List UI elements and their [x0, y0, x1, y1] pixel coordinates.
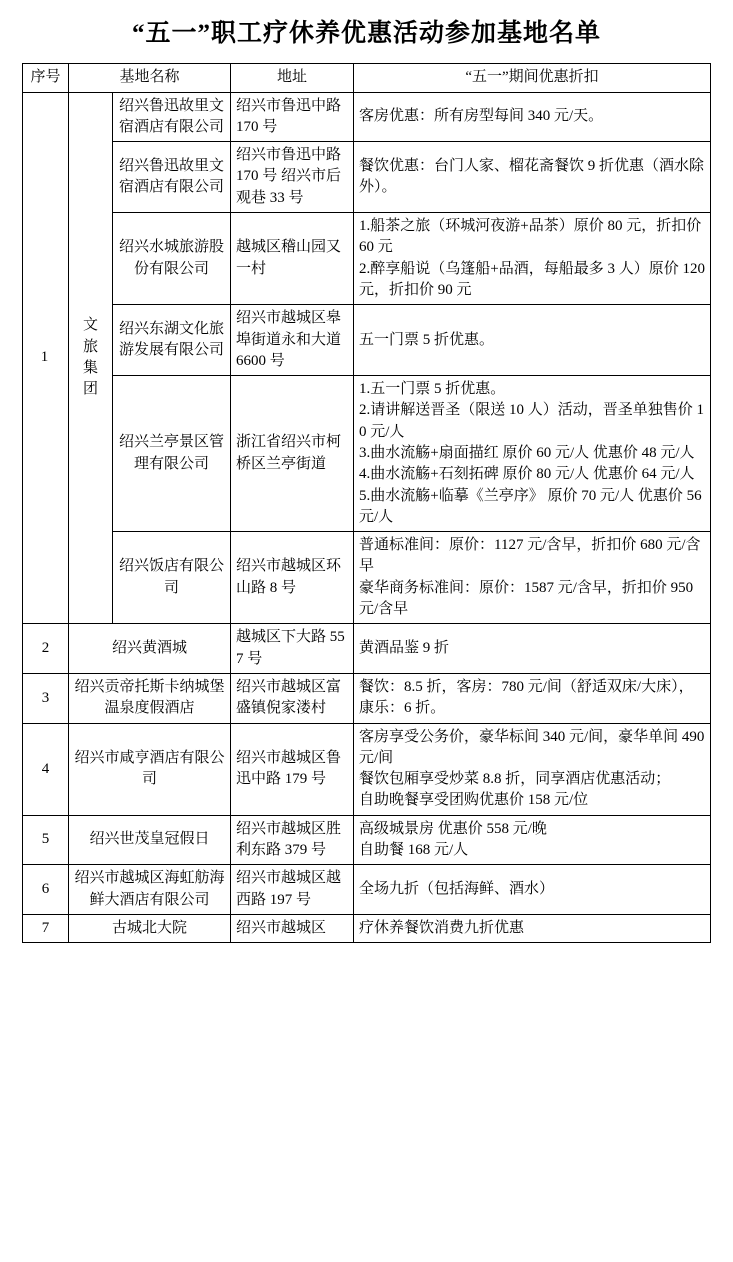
column-header-index: 序号	[23, 64, 69, 92]
discount-line: 高级城景房 优惠价 558 元/晚	[359, 820, 547, 837]
row-index: 2	[23, 624, 69, 674]
table-row	[23, 624, 711, 674]
base-address: 越城区稽山园又一村	[231, 213, 354, 305]
base-name: 绍兴兰亭景区管理有限公司	[113, 376, 231, 532]
base-discount: 疗休养餐饮消费九折优惠	[354, 914, 711, 942]
table-header-row	[23, 64, 711, 92]
group-name-text: 文旅集团	[83, 317, 99, 398]
group-name	[69, 92, 113, 624]
base-discount: 黄酒品鉴 9 折	[354, 624, 711, 674]
discount-line: 2.醉享船说（乌篷船+品酒，每船最多 3 人）原价 120 元，折扣价 90 元	[359, 260, 705, 298]
base-name: 绍兴水城旅游股份有限公司	[113, 213, 231, 305]
row-index: 6	[23, 865, 69, 915]
discount-line: 2.请讲解送晋圣（限送 10 人）活动，晋圣单独售价 10 元/人	[359, 402, 705, 440]
base-name: 绍兴饭店有限公司	[113, 532, 231, 624]
discount-line: 自助晚餐享受团购优惠价 158 元/位	[359, 792, 589, 809]
base-discount	[354, 532, 711, 624]
discount-line: 豪华商务标准间：原价：1587 元/含早，折扣价 950 元/含早	[359, 579, 694, 618]
base-address: 绍兴市越城区环山路 8 号	[231, 532, 354, 624]
discount-line: 餐饮包厢享受炒菜 8.8 折，同享酒店优惠活动；	[359, 771, 671, 788]
base-address: 绍兴市鲁迅中路 170 号 绍兴市后观巷 33 号	[231, 142, 354, 213]
base-address: 绍兴市越城区	[231, 914, 354, 942]
table-row	[23, 865, 711, 915]
base-discount	[354, 723, 711, 815]
base-address: 绍兴市越城区越西路 197 号	[231, 865, 354, 915]
base-discount: 客房优惠：所有房型每间 340 元/天。	[354, 92, 711, 142]
base-name: 绍兴黄酒城	[69, 624, 231, 674]
base-address: 浙江省绍兴市柯桥区兰亭街道	[231, 376, 354, 532]
table-row	[23, 305, 711, 376]
discount-line: 客房享受公务价，豪华标间 340 元/间，豪华单间 490 元/间	[359, 728, 705, 766]
table-row	[23, 92, 711, 142]
table-row	[23, 376, 711, 532]
discount-line: 1.船茶之旅（环城河夜游+品茶）原价 80 元，折扣价 60 元	[359, 218, 702, 256]
table-row	[23, 914, 711, 942]
base-discount: 餐饮：8.5 折，客房：780 元/间（舒适双床/大床），康乐：6 折。	[354, 673, 711, 723]
base-address: 绍兴市鲁迅中路 170 号	[231, 92, 354, 142]
table-row	[23, 673, 711, 723]
discount-line: 5.曲水流觞+临摹《兰亭序》 原价 70 元/人 优惠价 56 元/人	[359, 487, 702, 525]
base-name: 古城北大院	[69, 914, 231, 942]
discount-line: 自助餐 168 元/人	[359, 842, 469, 859]
base-address: 绍兴市越城区皋埠街道永和大道 6600 号	[231, 305, 354, 376]
base-address: 越城区下大路 557 号	[231, 624, 354, 674]
page-title: “五一”职工疗休养优惠活动参加基地名单	[131, 20, 601, 47]
base-name: 绍兴贡帝托斯卡纳城堡温泉度假酒店	[69, 673, 231, 723]
base-name: 绍兴鲁迅故里文宿酒店有限公司	[113, 92, 231, 142]
base-name: 绍兴鲁迅故里文宿酒店有限公司	[113, 142, 231, 213]
row-index: 4	[23, 723, 69, 815]
base-discount: 全场九折（包括海鲜、酒水）	[354, 865, 711, 915]
base-discount: 餐饮优惠：台门人家、榴花斋餐饮 9 折优惠（酒水除外）。	[354, 142, 711, 213]
base-discount	[354, 213, 711, 305]
base-address: 绍兴市越城区鲁迅中路 179 号	[231, 723, 354, 815]
column-header-discount: “五一”期间优惠折扣	[354, 64, 711, 92]
table-row	[23, 142, 711, 213]
base-name: 绍兴市越城区海虹舫海鲜大酒店有限公司	[69, 865, 231, 915]
row-index: 1	[23, 92, 69, 624]
base-name: 绍兴世茂皇冠假日	[69, 815, 231, 865]
discount-line: 普通标准间：原价：1127 元/含早，折扣价 680 元/含早	[359, 537, 701, 575]
base-address: 绍兴市越城区胜利东路 379 号	[231, 815, 354, 865]
discount-line: 3.曲水流觞+扇面描红 原价 60 元/人 优惠价 48 元/人	[359, 445, 695, 461]
row-index: 5	[23, 815, 69, 865]
base-name: 绍兴市咸亨酒店有限公司	[69, 723, 231, 815]
table-row	[23, 213, 711, 305]
column-header-name: 基地名称	[69, 64, 231, 92]
table-row	[23, 815, 711, 865]
discount-line: 1.五一门票 5 折优惠。	[359, 381, 506, 398]
column-header-address: 地址	[231, 64, 354, 92]
table-row	[23, 532, 711, 624]
base-discount	[354, 376, 711, 532]
base-discount	[354, 815, 711, 865]
row-index: 3	[23, 673, 69, 723]
table-row	[23, 723, 711, 815]
base-address: 绍兴市越城区富盛镇倪家溇村	[231, 673, 354, 723]
bases-table	[22, 63, 711, 943]
discount-line: 4.曲水流觞+石刻拓碑 原价 80 元/人 优惠价 64 元/人	[359, 466, 695, 483]
base-discount: 五一门票 5 折优惠。	[354, 305, 711, 376]
row-index: 7	[23, 914, 69, 942]
base-name: 绍兴东湖文化旅游发展有限公司	[113, 305, 231, 376]
